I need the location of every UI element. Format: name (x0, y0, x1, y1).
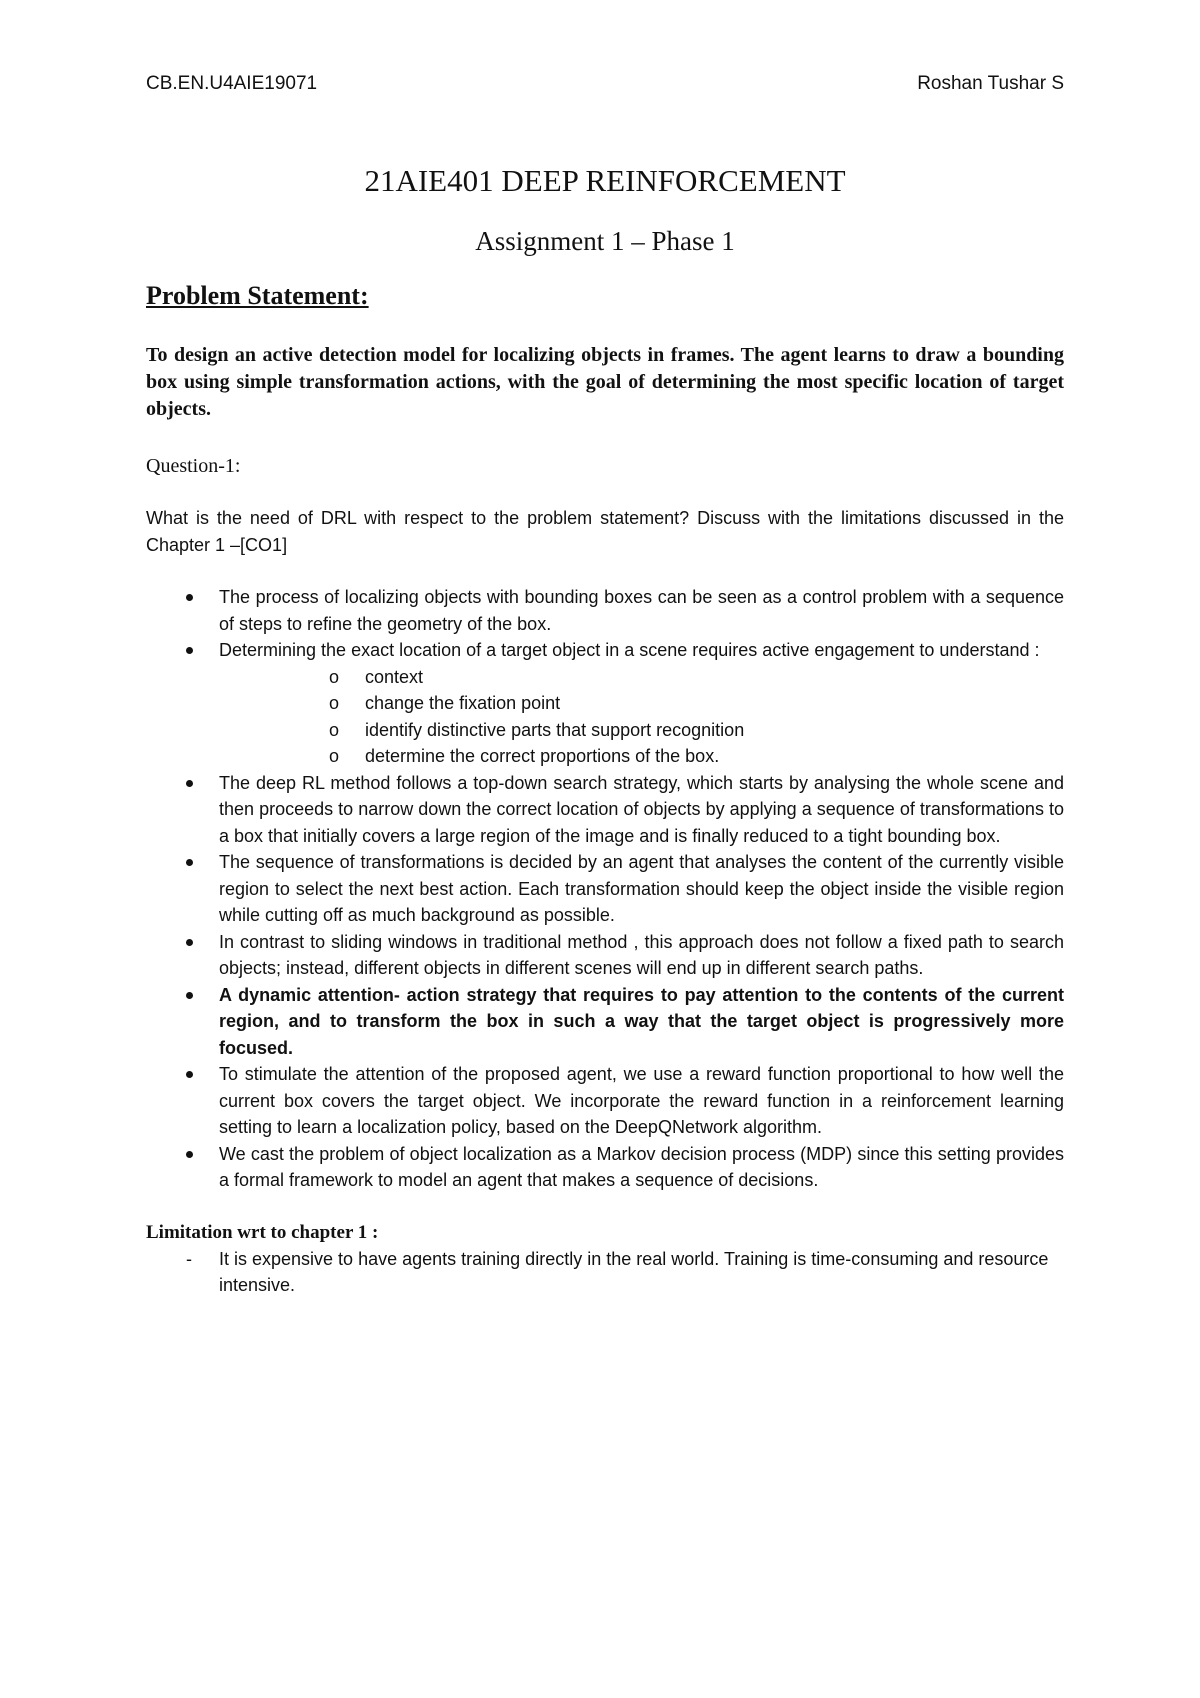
list-item (146, 637, 1064, 770)
dash-bullet-icon: - (186, 1248, 192, 1269)
sub-list-item (219, 690, 1064, 717)
list-item (146, 770, 1064, 850)
sub-list-item (219, 664, 1064, 691)
problem-statement-heading: Problem Statement: (146, 281, 369, 310)
bullet-icon (186, 939, 193, 946)
problem-statement-text: To design an active detection model for localizing objects in frames. The agent learns to draw a bounding box using simple transformation actions, with the goal of determining the most specific location of target objects. (146, 344, 1064, 420)
list-item (146, 849, 1064, 929)
list-item (146, 584, 1064, 637)
circle-bullet-icon: o (329, 746, 340, 766)
list-item-text: In contrast to sliding windows in traditional method , this approach does not follow a fixed path to search objects; instead, different objects in different scenes will end up in different search paths. (219, 931, 1064, 978)
header-author-name: Roshan Tushar S (917, 73, 1064, 94)
limitation-item (146, 1246, 1099, 1299)
list-item-text: The process of localizing objects with bounding boxes can be seen as a control problem with a sequence of steps to refine the geometry of the box. (219, 587, 1064, 634)
limitation-text: It is expensive to have agents training directly in the real world. Training is time-consuming and resource intensive. (219, 1248, 1049, 1295)
sub-list-item (219, 743, 1064, 770)
bullet-icon (186, 1071, 193, 1078)
circle-bullet-icon: o (329, 666, 340, 687)
list-item-text: The sequence of transformations is decided by an agent that analyses the content of the currently visible region to select the next best action. Each transformation should keep the object inside the visible region while cutting off as much background as possible. (219, 852, 1064, 925)
question-label: Question-1: (146, 455, 241, 477)
list-item (146, 1061, 1064, 1141)
sub-list-item-text: context (365, 666, 424, 687)
circle-bullet-icon: o (329, 719, 340, 740)
bullet-icon (186, 594, 193, 601)
bullet-icon (186, 992, 193, 999)
answer-bullet-list (146, 584, 1064, 1194)
sub-list-item-text: determine the correct proportions of the box. (365, 746, 720, 766)
question-text: What is the need of DRL with respect to the problem statement? Discuss with the limitations discussed in the Chapter 1 –[CO1] (146, 508, 1064, 555)
sub-list-item (219, 717, 1064, 744)
list-item-text: To stimulate the attention of the proposed agent, we use a reward function proportional to how well the current box covers the target object. We incorporate the reward function in a reinforcement learning setting to learn a localization policy, based on the DeepQNetwork algorithm. (219, 1064, 1064, 1137)
list-item (146, 929, 1064, 982)
limitation-heading: Limitation wrt to chapter 1 : (146, 1221, 379, 1243)
sub-list (219, 664, 1064, 770)
list-item-text: We cast the problem of object localization as a Markov decision process (MDP) since this setting provides a formal framework to model an agent that makes a sequence of decisions. (219, 1143, 1064, 1190)
list-item-text: The deep RL method follows a top-down search strategy, which starts by analysing the whole scene and then proceeds to narrow down the correct location of objects by applying a sequence of transformations to a box that initially covers a large region of the image and is finally reduced to a tight bounding box. (219, 772, 1064, 846)
bullet-icon (186, 780, 193, 787)
page-header (146, 72, 1064, 96)
list-item (146, 982, 1064, 1062)
bullet-icon (186, 647, 193, 654)
list-item-text: Determining the exact location of a target object in a scene requires active engagement to understand : (219, 640, 1040, 660)
document-title: 21AIE401 DEEP REINFORCEMENT (364, 163, 846, 198)
list-item-text: A dynamic attention- action strategy that requires to pay attention to the contents of the current region, and to transform the box in such a way that the target object is progressively more focused. (219, 984, 1064, 1058)
document-page (146, 72, 1064, 1299)
circle-bullet-icon: o (329, 693, 340, 713)
sub-list-item-text: identify distinctive parts that support recognition (365, 719, 745, 740)
document-subtitle: Assignment 1 – Phase 1 (475, 226, 735, 256)
header-roll-number: CB.EN.U4AIE19071 (146, 73, 318, 94)
sub-list-item-text: change the fixation point (365, 693, 561, 713)
list-item (146, 1141, 1064, 1194)
bullet-icon (186, 859, 193, 866)
bullet-icon (186, 1151, 193, 1158)
